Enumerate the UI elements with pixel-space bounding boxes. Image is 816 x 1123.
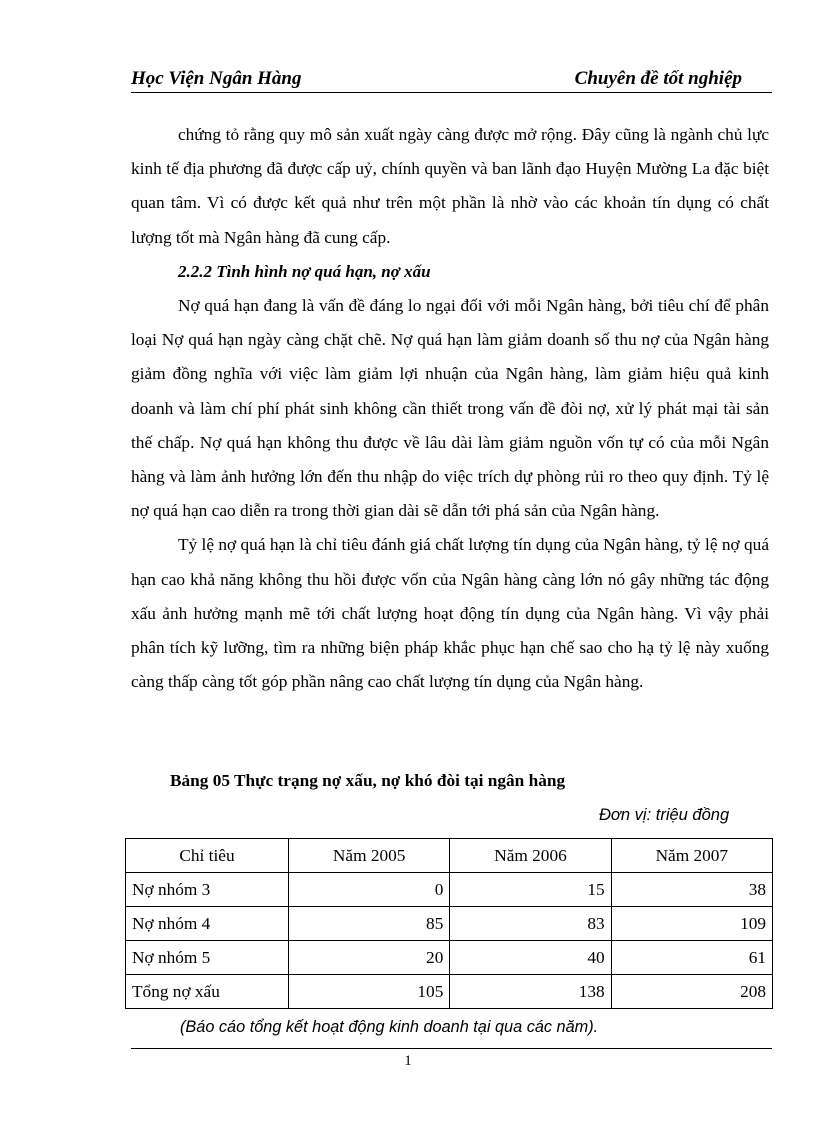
header-institution: Học Viện Ngân Hàng	[131, 68, 302, 89]
cell-value: 20	[289, 941, 450, 975]
page-number: 1	[404, 1053, 412, 1069]
col-header-2006: Năm 2006	[450, 839, 611, 873]
page-header	[131, 68, 772, 93]
cell-value: 208	[611, 975, 772, 1009]
row-label: Nợ nhóm 4	[126, 907, 289, 941]
paragraph-2: Nợ quá hạn đang là vấn đề đáng lo ngại đối với mỗi Ngân hàng, bởi tiêu chí để phân loại Nợ quá hạn ngày càng chặt chẽ. Nợ quá hạn làm giảm doanh số thu nợ của Ngân hàng giảm đồng nghĩa với việc làm giảm lợi nhuận của Ngân hàng, làm giảm hiệu quả kinh doanh và làm chí phí phát sinh không cần thiết trong vấn đề đòi nợ, xử lý phát mại tài sản thế chấp. Nợ quá hạn không thu được về lâu dài làm giảm nguồn vốn tự có của mỗi Ngân hàng và làm ảnh hưởng lớn đến thu nhập do việc trích dự phòng rủi ro theo quy định. Tỷ lệ nợ quá hạn cao diễn ra trong thời gian dài sẽ dẫn tới phá sản của Ngân hàng.	[131, 296, 769, 521]
header-doc-type: Chuyên đề tốt nghiệp	[574, 68, 742, 89]
row-label: Tổng nợ xấu	[126, 975, 289, 1009]
table-unit: Đơn vị: triệu đồng	[599, 806, 730, 824]
bad-debt-table	[125, 838, 773, 1009]
cell-value: 61	[611, 941, 772, 975]
table-caption: Bảng 05 Thực trạng nợ xấu, nợ khó đòi tại ngân hàng	[170, 771, 566, 790]
cell-value: 40	[450, 941, 611, 975]
table-row	[126, 873, 773, 907]
table-row	[126, 941, 773, 975]
section-heading: 2.2.2 Tình hình nợ quá hạn, nợ xấu	[178, 261, 431, 281]
row-label: Nợ nhóm 3	[126, 873, 289, 907]
table-row	[126, 975, 773, 1009]
body-text	[131, 118, 769, 699]
col-header-2005: Năm 2005	[289, 839, 450, 873]
cell-value: 15	[450, 873, 611, 907]
row-label: Nợ nhóm 5	[126, 941, 289, 975]
paragraph-1: chứng tỏ rằng quy mô sản xuất ngày càng được mở rộng. Đây cũng là ngành chủ lực kinh tế địa phương đã được cấp uỷ, chính quyền và ban lãnh đạo Huyện Mường La đặc biệt quan tâm. Vì có được kết quả như trên một phần là nhờ vào các khoản tín dụng có chất lượng tốt mà Ngân hàng đã cung cấp.	[131, 125, 769, 247]
cell-value: 0	[289, 873, 450, 907]
table-source: (Báo cáo tổng kết hoạt động kinh doanh tại qua các năm).	[180, 1018, 599, 1036]
col-header-indicator: Chỉ tiêu	[126, 839, 289, 873]
cell-value: 105	[289, 975, 450, 1009]
cell-value: 138	[450, 975, 611, 1009]
cell-value: 109	[611, 907, 772, 941]
cell-value: 83	[450, 907, 611, 941]
col-header-2007: Năm 2007	[611, 839, 772, 873]
cell-value: 38	[611, 873, 772, 907]
table-row	[126, 907, 773, 941]
paragraph-3: Tỷ lệ nợ quá hạn là chỉ tiêu đánh giá chất lượng tín dụng của Ngân hàng, tỷ lệ nợ quá hạn cao khả năng không thu hồi được vốn của Ngân hàng càng lớn nó gây những tác động xấu ảnh hưởng mạnh mẽ tới chất lượng hoạt động tín dụng của Ngân hàng. Vì vậy phải phân tích kỹ lưỡng, tìm ra những biện pháp khắc phục hạn chế sao cho hạ tỷ lệ này xuống càng thấp càng tốt góp phần nâng cao chất lượng tín dụng của Ngân hàng.	[131, 535, 769, 692]
table-header-row	[126, 839, 773, 873]
footer-divider	[131, 1048, 772, 1049]
cell-value: 85	[289, 907, 450, 941]
